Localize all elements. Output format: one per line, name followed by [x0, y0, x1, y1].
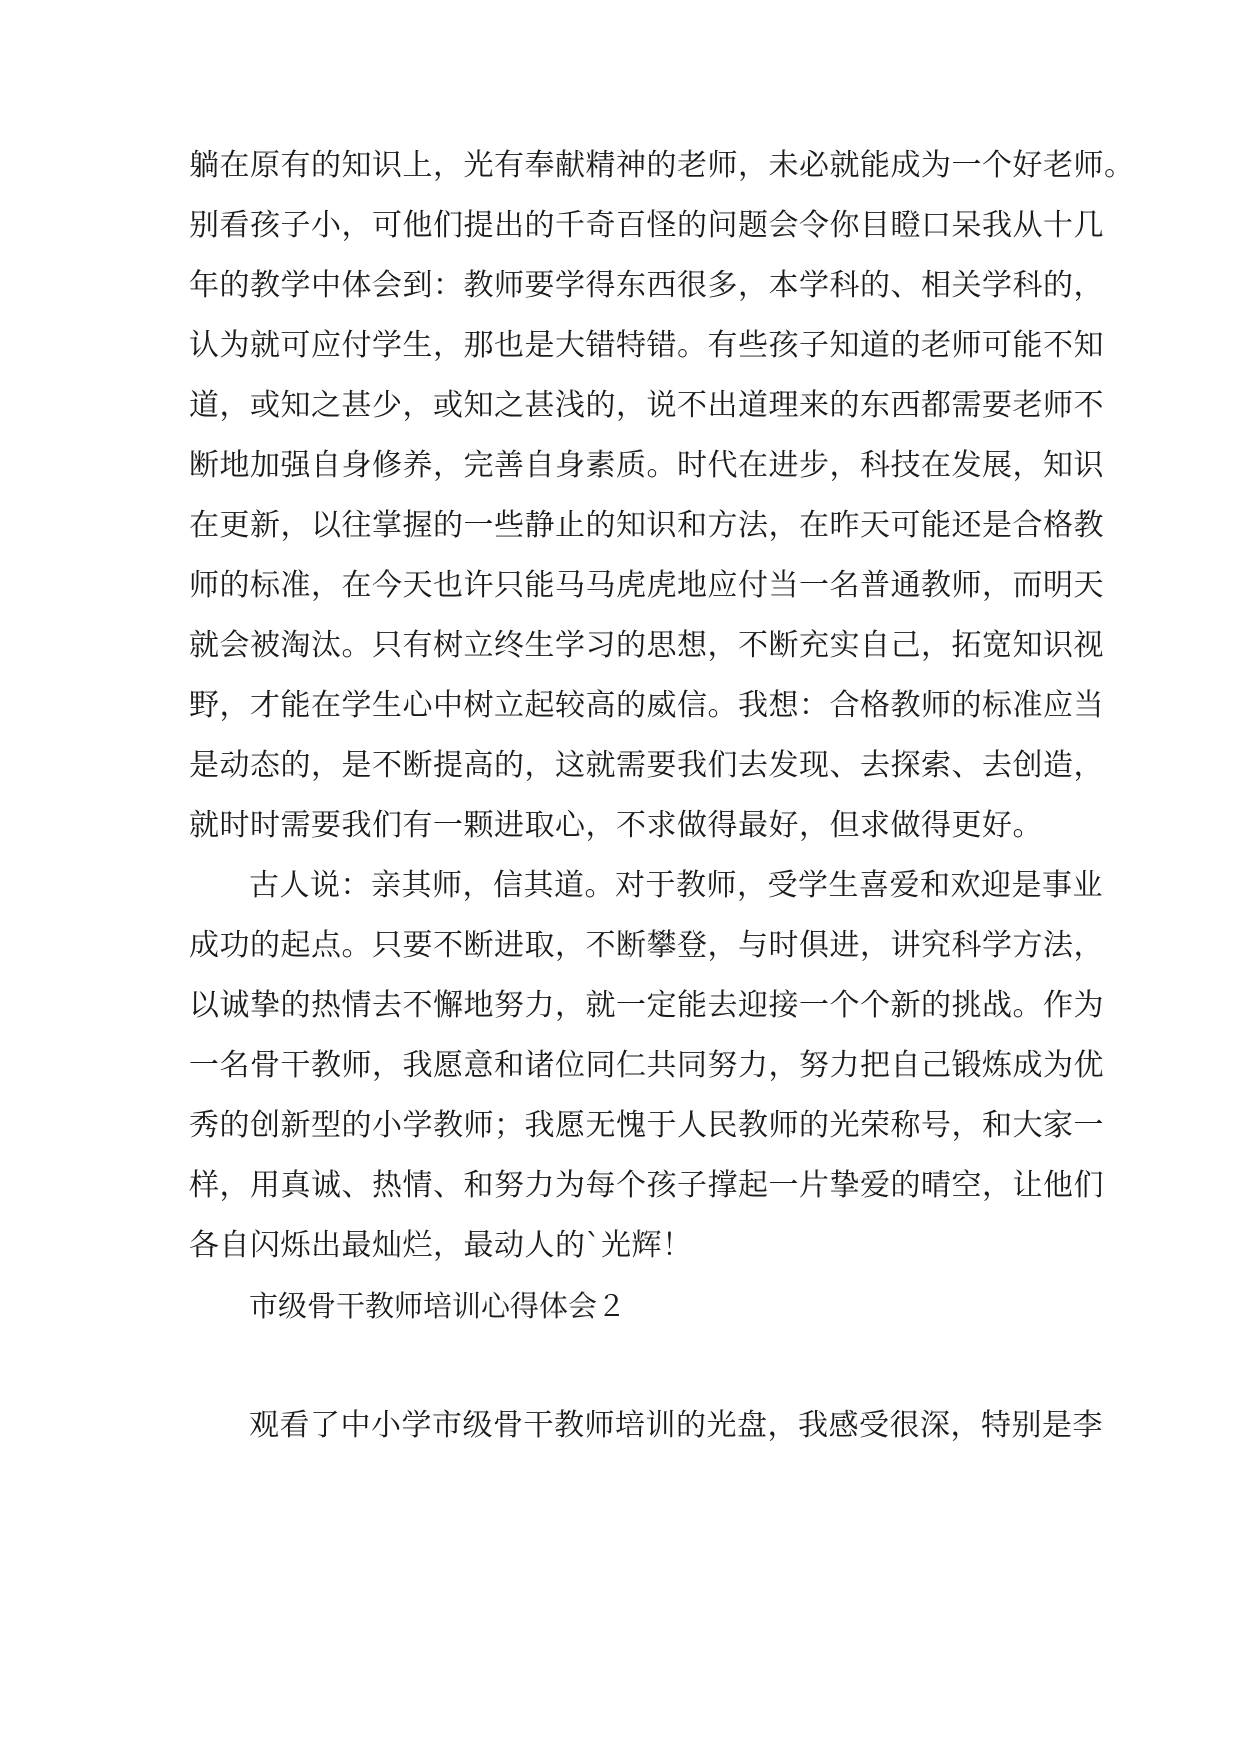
paragraph-line: 躺在原有的知识上，光有奉献精神的老师，未必就能成为一个好老师。: [189, 148, 1135, 183]
paragraph-line: 年的教学中体会到：教师要学得东西很多，本学科的、相关学科的，: [189, 268, 1104, 303]
paragraph-line: 就时时需要我们有一颗进取心，不求做得最好，但求做得更好。: [189, 808, 1043, 843]
paragraph-line: 样，用真诚、热情、和努力为每个孩子撑起一片挚爱的晴空，让他们: [189, 1168, 1104, 1203]
paragraph-line: 以诚挚的热情去不懈地努力，就一定能去迎接一个个新的挑战。作为: [189, 988, 1104, 1023]
paragraph-line: 秀的创新型的小学教师；我愿无愧于人民教师的光荣称号，和大家一: [189, 1108, 1104, 1143]
paragraph-line: 认为就可应付学生，那也是大错特错。有些孩子知道的老师可能不知: [189, 328, 1104, 363]
paragraph-line: 在更新，以往掌握的一些静止的知识和方法，在昨天可能还是合格教: [189, 508, 1104, 543]
paragraph-line: 野，才能在学生心中树立起较高的威信。我想：合格教师的标准应当: [189, 688, 1104, 723]
paragraph-line: 是动态的，是不断提高的，这就需要我们去发现、去探索、去创造，: [189, 748, 1104, 783]
paragraph-line: 就会被淘汰。只有树立终生学习的思想，不断充实自己，拓宽知识视: [189, 628, 1104, 663]
paragraph-line: 断地加强自身修养，完善自身素质。时代在进步，科技在发展，知识: [189, 448, 1104, 483]
paragraph-line: 观看了中小学市级骨干教师培训的光盘，我感受很深，特别是李: [249, 1408, 1103, 1443]
paragraph-line: 别看孩子小，可他们提出的千奇百怪的问题会令你目瞪口呆我从十几: [189, 208, 1104, 243]
paragraph-line: 道，或知之甚少，或知之甚浅的，说不出道理来的东西都需要老师不: [189, 388, 1104, 423]
paragraph-line: 一名骨干教师，我愿意和诸位同仁共同努力，努力把自己锻炼成为优: [189, 1048, 1104, 1083]
paragraph-line: 各自闪烁出最灿烂，最动人的`光辉！: [189, 1228, 693, 1263]
paragraph-line: 成功的起点。只要不断进取，不断攀登，与时俱进，讲究科学方法，: [189, 928, 1104, 963]
paragraph-line: 师的标准，在今天也许只能马马虎虎地应付当一名普通教师，而明天: [189, 568, 1104, 603]
section-heading: 市级骨干教师培训心得体会２: [249, 1289, 627, 1323]
paragraph-line: 古人说：亲其师，信其道。对于教师，受学生喜爱和欢迎是事业: [249, 868, 1103, 903]
